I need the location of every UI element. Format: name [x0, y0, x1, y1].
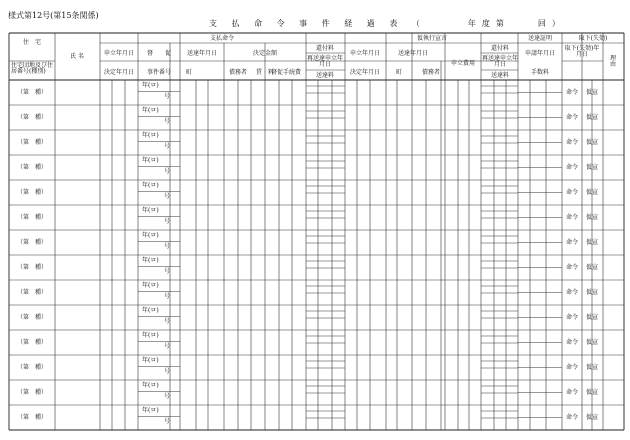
row-order-label: 命令	[565, 363, 579, 371]
row-order-label: 命令	[565, 388, 579, 396]
delivery-fee-label: 送達料	[315, 72, 335, 79]
row-type-label: （第 種）	[16, 413, 48, 421]
row-type-label: （第 種）	[16, 338, 48, 346]
row-provisional-label: 仮宣	[585, 388, 599, 396]
row-type-label: （第 種）	[16, 288, 48, 296]
row-number-label: 号	[164, 193, 171, 200]
row-type-label: （第 種）	[16, 163, 48, 171]
prov-refund-fee-label: 還付料	[490, 45, 510, 52]
debtor-label: 債務者	[228, 69, 248, 76]
row-type-label: （第 種）	[16, 188, 48, 196]
row-number-label: 号	[164, 118, 171, 125]
row-provisional-label: 仮宣	[585, 113, 599, 121]
row-type-label: （第 種）	[16, 313, 48, 321]
row-number-label: 号	[164, 268, 171, 275]
row-type-label: （第 種）	[16, 388, 48, 396]
row-order-label: 命令	[565, 413, 579, 421]
row-year-label: 年(ロ)	[142, 332, 159, 339]
application-cost-label: 申立費用	[450, 60, 476, 67]
jutaku-detail-label: 住宅団地及び住居番号(種別)	[11, 62, 54, 75]
rent-label: 賃 料	[255, 69, 275, 76]
case-number-label: 事件番号	[146, 69, 172, 76]
row-type-label: （第 種）	[16, 88, 48, 96]
row-provisional-label: 仮宣	[585, 313, 599, 321]
row-year-label: 年(ロ)	[142, 257, 159, 264]
row-type-label: （第 種）	[16, 238, 48, 246]
row-year-label: 年(ロ)	[142, 232, 159, 239]
row-year-label: 年(ロ)	[142, 132, 159, 139]
row-order-label: 命令	[565, 213, 579, 221]
row-order-label: 命令	[565, 238, 579, 246]
withdrawal-label: 取下(失効)	[578, 35, 608, 42]
prov-decision-date-label: 決定年月日	[349, 69, 381, 76]
row-type-label: （第 種）	[16, 263, 48, 271]
row-order-label: 命令	[565, 113, 579, 121]
delivery-date-label: 送達年月日	[186, 50, 218, 57]
provisional-exec-label: 仮執行宣言	[416, 35, 448, 42]
row-number-label: 号	[164, 418, 171, 425]
row-year-label: 年(ロ)	[142, 82, 159, 89]
reason-label: 理由	[610, 55, 617, 68]
prov-application-date-label: 申立年月日	[349, 50, 381, 57]
request-date-label: 申請年月日	[524, 50, 556, 57]
row-order-label: 命令	[565, 163, 579, 171]
payment-order-label: 支払命令	[209, 35, 235, 42]
row-number-label: 号	[164, 368, 171, 375]
row-year-label: 年(ロ)	[142, 207, 159, 214]
prov-redelivery-label: 再送達申立年月日	[481, 55, 518, 68]
row-type-label: （第 種）	[16, 213, 48, 221]
redelivery-label: 再送達申立年月日	[306, 55, 343, 68]
row-number-label: 号	[164, 243, 171, 250]
row-order-label: 命令	[565, 88, 579, 96]
row-provisional-label: 仮宣	[585, 163, 599, 171]
prov-delivery-fee-label: 送達料	[490, 72, 510, 79]
fee-label: 手数料	[530, 69, 550, 76]
row-provisional-label: 仮宣	[585, 213, 599, 221]
row-provisional-label: 仮宣	[585, 413, 599, 421]
name-label: 氏 名	[70, 53, 84, 60]
row-provisional-label: 仮宣	[585, 288, 599, 296]
row-provisional-label: 仮宣	[585, 263, 599, 271]
row-number-label: 号	[164, 318, 171, 325]
row-year-label: 年(ロ)	[142, 407, 159, 414]
row-provisional-label: 仮宣	[585, 238, 599, 246]
row-type-label: （第 種）	[16, 363, 48, 371]
decision-amount-label: 決定金額	[252, 50, 278, 57]
refund-fee-label: 還付料	[315, 45, 335, 52]
row-provisional-label: 仮宣	[585, 138, 599, 146]
row-provisional-label: 仮宣	[585, 363, 599, 371]
form-number: 様式第12号(第15条関係)	[8, 11, 99, 20]
application-date-label: 申立年月日	[103, 50, 135, 57]
decision-date-label: 決定年月日	[103, 69, 135, 76]
row-number-label: 号	[164, 393, 171, 400]
row-provisional-label: 仮宣	[585, 338, 599, 346]
prov-debtor-label: 債務者	[421, 69, 441, 76]
row-order-label: 命令	[565, 338, 579, 346]
town-label: 町	[185, 69, 193, 76]
row-order-label: 命令	[565, 263, 579, 271]
row-year-label: 年(ロ)	[142, 182, 159, 189]
row-year-label: 年(ロ)	[142, 282, 159, 289]
row-type-label: （第 種）	[16, 113, 48, 121]
row-number-label: 号	[164, 343, 171, 350]
row-provisional-label: 仮宣	[585, 188, 599, 196]
row-year-label: 年(ロ)	[142, 357, 159, 364]
page-title: 支 払 命 令 事 件 経 過 表 （ 年度第 回）	[209, 19, 566, 28]
withdrawal-date-label: 取下(失効)年月日	[564, 45, 600, 58]
row-order-label: 命令	[565, 288, 579, 296]
row-year-label: 年(ロ)	[142, 382, 159, 389]
row-order-label: 命令	[565, 313, 579, 321]
row-type-label: （第 種）	[16, 138, 48, 146]
jutaku-label: 住 宅	[22, 39, 42, 46]
row-order-label: 命令	[565, 188, 579, 196]
row-number-label: 号	[164, 143, 171, 150]
row-year-label: 年(ロ)	[142, 107, 159, 114]
prov-delivery-date-label: 送達年月日	[397, 50, 429, 57]
row-provisional-label: 仮宣	[585, 88, 599, 96]
row-number-label: 号	[164, 93, 171, 100]
demand-fee-label: 督促手続費	[270, 69, 302, 76]
demand-label: 督 促	[146, 50, 172, 57]
row-number-label: 号	[164, 293, 171, 300]
row-order-label: 命令	[565, 138, 579, 146]
row-number-label: 号	[164, 218, 171, 225]
row-year-label: 年(ロ)	[142, 307, 159, 314]
service-cert-label: 送達証明	[527, 35, 553, 42]
row-number-label: 号	[164, 168, 171, 175]
prov-town-label: 町	[395, 69, 403, 76]
row-year-label: 年(ロ)	[142, 157, 159, 164]
